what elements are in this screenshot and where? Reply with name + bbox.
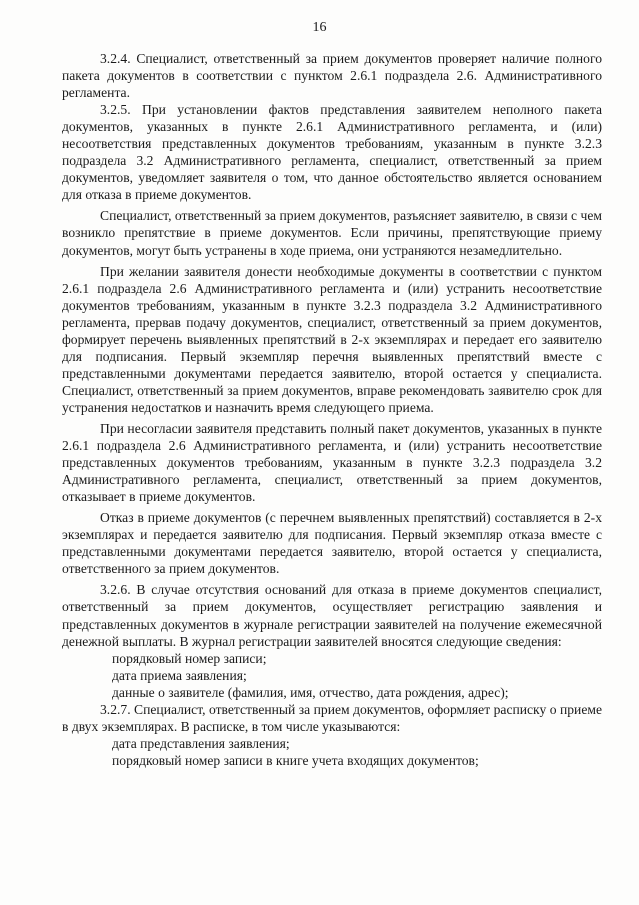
register-item: порядковый номер записи; [112, 650, 267, 666]
paragraph-disagreement: При несогласии заявителя представить полный пакет документов, указанных в пункте 2.6.1 подраздела 2.6 Административного регламента, и (или) устранить несоответствие представленных документов требованиям, указанным в пункте 3.2.3 подраздела 3.2 Административного регламента, специалист, ответственный за прием документов, отказывает в приеме документов. [62, 420, 602, 505]
paragraph-3-2-4: 3.2.4. Специалист, ответственный за прием документов проверяет наличие полного пакета документов в соответствии с пунктом 2.6.1 подраздела 2.6. Административного регламента. [62, 51, 602, 101]
register-item: данные о заявителе (фамилия, имя, отчество, дата рождения, адрес); [112, 684, 509, 700]
document-body [62, 50, 602, 769]
paragraph-3-2-5: 3.2.5. При установлении фактов представления заявителем неполного пакета документов, указанных в пункте 2.6.1 Административного регламента, и (или) несоответствия представленных документов требованиям, указанным в пункте 3.2.3 подраздела 3.2 Административного регламента, специалист, ответственный за прием документов, уведомляет заявителя о том, что данное обстоятельство является основанием для отказа в приеме документов. [62, 102, 602, 203]
paragraph-refusal: Отказ в приеме документов (с перечнем выявленных препятствий) составляется в 2-х экземплярах и передается заявителю для подписания. Первый экземпляр отказа вместе с представленными документами передается заявителю, второй остается у специалиста, ответственного за прием документов. [62, 510, 602, 577]
receipt-item: порядковый номер записи в книге учета входящих документов; [112, 752, 479, 768]
paragraph-3-2-7: 3.2.7. Специалист, ответственный за прием документов, оформляет расписку о приеме в двух экземплярах. В расписке, в том числе указываются: [62, 701, 602, 734]
paragraph-clarification: Специалист, ответственный за прием документов, разъясняет заявителю, в связи с чем возникло препятствие в приеме документов. Если причины, препятствующие приему документов, могут быть устранены в ходе приема, они устраняются незамедлительно. [62, 208, 602, 258]
page-number: 16 [312, 20, 327, 35]
receipt-item: дата представления заявления; [112, 735, 290, 751]
paragraph-3-2-6: 3.2.6. В случае отсутствия оснований для отказа в приеме документов специалист, ответственный за прием документов, осуществляет регистрацию заявления и представленных документов в журнале регистрации заявителей на получение ежемесячной денежной выплаты. В журнал регистрации заявителей вносятся следующие сведения: [62, 582, 602, 649]
paragraph-missing-documents: При желании заявителя донести необходимые документы в соответствии с пунктом 2.6.1 подраздела 2.6 Административного регламента и (или) устранить несоответствие документов требованиям, указанным в пункте 3.2.3 подраздела 3.2 Административного регламента, прервав подачу документов, специалист, ответственный за прием документов, формирует перечень выявленных препятствий в 2-х экземплярах и передает его заявителю для подписания. Первый экземпляр перечня выявленных препятствий вместе с представленными документами передается заявителю, второй остается у специалиста. Специалист, ответственный за прием документов, вправе рекомендовать заявителю срок для устранения недостатков и назначить время следующего приема. [62, 263, 602, 415]
register-item: дата приема заявления; [112, 667, 247, 683]
